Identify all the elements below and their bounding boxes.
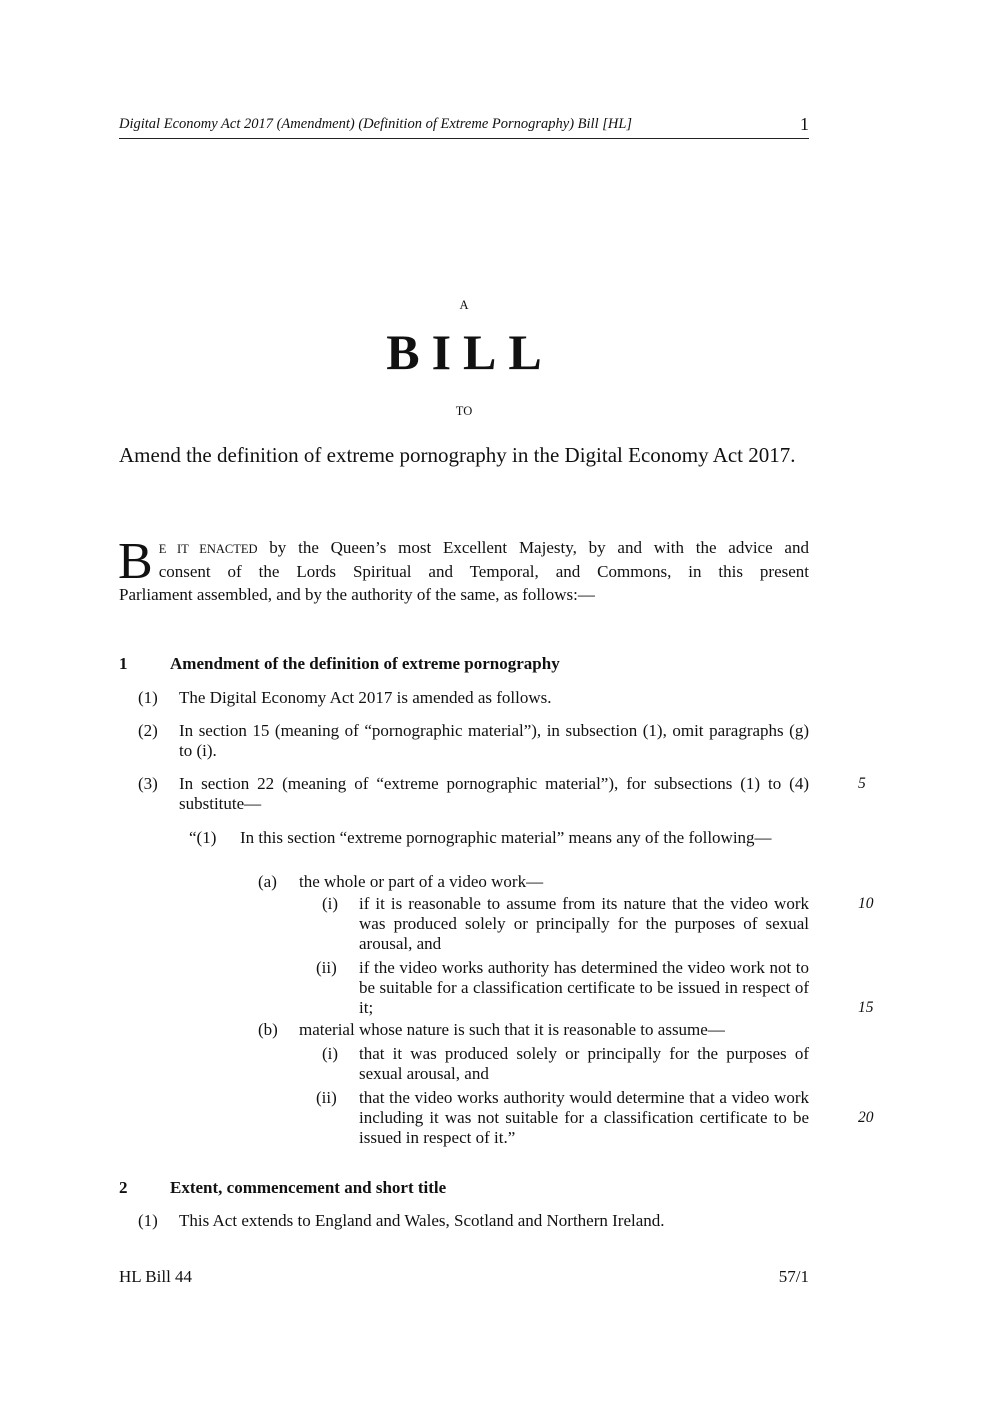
title-a: A (459, 298, 469, 312)
print-reference: 57/1 (778, 1267, 809, 1286)
paragraph-label: (b) (258, 1020, 278, 1039)
subparagraph-text: if it is reasonable to assume from its nature that the video work was produced solely or principally for the purposes of sexual arousal, and (359, 894, 809, 953)
bill-title: BILL (386, 324, 554, 380)
subparagraph-text: that the video works authority would determine that a video work including it was not suitable for a classification certificate to be issued in respect of it.” (359, 1088, 809, 1147)
section-title: Amendment of the definition of extreme pornography (170, 654, 560, 673)
paragraph-text: material whose nature is such that it is reasonable to assume— (299, 1020, 725, 1039)
line-number: 15 (858, 999, 874, 1016)
inserted-label: “(1) (189, 828, 217, 847)
subsection-label: (1) (138, 1211, 158, 1230)
section-number: 1 (119, 654, 128, 673)
section-title: Extent, commencement and short title (170, 1178, 447, 1197)
bill-reference: HL Bill 44 (119, 1267, 193, 1286)
subparagraph-text: that it was produced solely or principally for the purposes of sexual arousal, and (359, 1044, 809, 1083)
drop-cap: B (118, 533, 153, 590)
subparagraph-label: (i) (322, 894, 339, 913)
section-number: 2 (119, 1178, 128, 1197)
subsection-text: This Act extends to England and Wales, Scotland and Northern Ireland. (179, 1211, 665, 1230)
enacting-formula (118, 533, 809, 607)
page-footer (119, 1267, 809, 1287)
title-to: TO (455, 404, 473, 418)
running-header (119, 116, 809, 139)
subparagraph-label: (i) (322, 1044, 339, 1063)
line-number: 10 (858, 895, 874, 912)
page-number: 1 (800, 114, 809, 134)
subsection-label: (2) (138, 721, 158, 740)
inserted-text: In this section “extreme pornographic material” means any of the following— (240, 828, 772, 847)
small-caps-text: E IT ENACTED (158, 542, 258, 556)
paragraph-text: the whole or part of a video work— (299, 872, 544, 891)
enacting-line-3: Parliament assembled, and by the authority of the same, as follows:— (119, 585, 595, 604)
long-title: Amend the definition of extreme pornography in the Digital Economy Act 2017. (119, 443, 796, 467)
subsection-text: In section 22 (meaning of “extreme pornographic material”), for subsections (1) to (4) substitute— (179, 774, 809, 813)
line-number: 5 (858, 775, 866, 792)
subsection-label: (3) (138, 774, 158, 793)
paragraph-label: (a) (258, 872, 277, 891)
subparagraph-label: (ii) (316, 958, 337, 977)
enacting-line-2: consent of the Lords Spiritual and Temporal, and Commons, in this present (158, 561, 809, 581)
subparagraph-text: if the video works authority has determined the video work not to be suitable for a classification certificate to be issued in respect of it; (359, 958, 809, 1017)
subparagraph-label: (ii) (316, 1088, 337, 1107)
subsection-text: The Digital Economy Act 2017 is amended as follows. (179, 688, 552, 707)
running-title: Digital Economy Act 2017 (Amendment) (Definition of Extreme Pornography) Bill [HL] (119, 116, 633, 132)
subsection-label: (1) (138, 688, 158, 707)
line-number: 20 (858, 1109, 874, 1126)
enacting-line-1: E IT ENACTED by the Queen’s most Excellent Majesty, by and with the advice and (158, 538, 809, 557)
subsection-text: In section 15 (meaning of “pornographic material”), in subsection (1), omit paragraphs (g) to (i). (179, 721, 809, 760)
